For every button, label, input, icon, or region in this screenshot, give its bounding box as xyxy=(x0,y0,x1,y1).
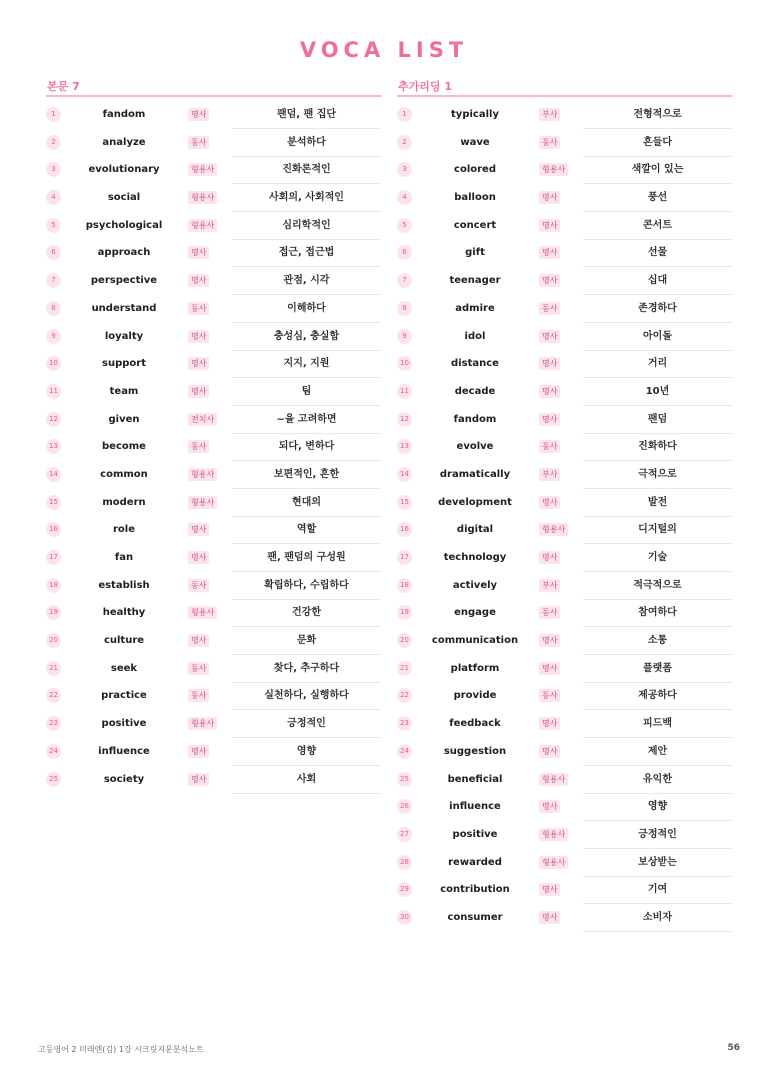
part-of-speech-badge: 전치사 xyxy=(188,413,217,426)
korean-meaning: 거리 xyxy=(583,350,732,378)
section-divider xyxy=(397,95,732,97)
item-number: 14 xyxy=(397,467,412,482)
item-number: 4 xyxy=(397,190,412,205)
item-number: 8 xyxy=(46,301,61,316)
part-of-speech-badge: 명사 xyxy=(539,274,560,287)
vocab-row xyxy=(46,489,381,517)
korean-meaning: 역할 xyxy=(232,516,381,544)
vocab-row xyxy=(46,766,381,794)
part-of-speech-badge: 형용사 xyxy=(188,606,217,619)
vocab-row xyxy=(397,849,732,877)
english-word: consumer xyxy=(447,911,503,923)
vocab-row xyxy=(46,682,381,710)
vocab-row xyxy=(46,267,381,295)
part-of-speech-badge: 동사 xyxy=(188,440,209,453)
item-number: 6 xyxy=(46,245,61,260)
item-number: 13 xyxy=(46,439,61,454)
section-divider xyxy=(46,95,381,97)
part-of-speech-badge: 형용사 xyxy=(188,191,217,204)
vocab-row xyxy=(46,433,381,461)
section-title: 본문 7 xyxy=(47,80,80,93)
item-number: 15 xyxy=(397,495,412,510)
part-of-speech-badge: 형용사 xyxy=(539,773,568,786)
vocab-row xyxy=(397,323,732,351)
item-number: 9 xyxy=(397,329,412,344)
korean-meaning: 기여 xyxy=(583,876,732,904)
korean-meaning: 진화론적인 xyxy=(232,156,381,184)
vocab-row xyxy=(397,793,732,821)
footer-book-title: 고등영어 2 미래엔(김) 1강 시크릿지문분석노트 xyxy=(38,1045,204,1054)
part-of-speech-badge: 동사 xyxy=(188,662,209,675)
part-of-speech-badge: 명사 xyxy=(188,773,209,786)
item-number: 10 xyxy=(397,356,412,371)
english-word: loyalty xyxy=(104,330,144,342)
korean-meaning: 기술 xyxy=(583,544,732,572)
part-of-speech-badge: 명사 xyxy=(539,883,560,896)
part-of-speech-badge: 동사 xyxy=(539,689,560,702)
vocab-row xyxy=(397,904,732,932)
part-of-speech-badge: 명사 xyxy=(188,745,209,758)
vocab-row xyxy=(397,544,732,572)
english-word: establish xyxy=(98,579,150,591)
korean-meaning: 피드백 xyxy=(583,710,732,738)
korean-meaning: 지지, 지원 xyxy=(232,350,381,378)
item-number: 6 xyxy=(397,245,412,260)
korean-meaning: 접근, 접근법 xyxy=(232,239,381,267)
vocab-row xyxy=(397,129,732,157)
korean-meaning: 제공하다 xyxy=(583,682,732,710)
korean-meaning: 사회의, 사회적인 xyxy=(232,184,381,212)
korean-meaning: 이해하다 xyxy=(232,295,381,323)
item-number: 24 xyxy=(46,744,61,759)
part-of-speech-badge: 명사 xyxy=(539,330,560,343)
english-word: analyze xyxy=(102,136,146,148)
item-number: 4 xyxy=(46,190,61,205)
vocab-list xyxy=(46,101,381,793)
item-number: 7 xyxy=(46,273,61,288)
item-number: 20 xyxy=(397,633,412,648)
english-word: evolve xyxy=(456,441,494,453)
vocab-row xyxy=(46,406,381,434)
english-word: influence xyxy=(98,745,150,757)
korean-meaning: ~을 고려하면 xyxy=(232,406,381,434)
korean-meaning: 십대 xyxy=(583,267,732,295)
english-word: fan xyxy=(114,552,134,563)
vocab-row xyxy=(397,599,732,627)
english-word: practice xyxy=(101,690,147,702)
korean-meaning: 아이돌 xyxy=(583,323,732,351)
english-word: feedback xyxy=(449,718,501,730)
item-number: 16 xyxy=(46,522,61,537)
item-number: 5 xyxy=(397,218,412,233)
english-word: idol xyxy=(464,330,486,342)
korean-meaning: 영향 xyxy=(583,793,732,821)
item-number: 30 xyxy=(397,910,412,925)
vocab-row xyxy=(46,295,381,323)
korean-meaning: 극적으로 xyxy=(583,461,732,489)
vocab-row xyxy=(397,516,732,544)
item-number: 3 xyxy=(46,162,61,177)
vocab-row xyxy=(397,766,732,794)
vocab-row xyxy=(397,156,732,184)
korean-meaning: 디지털의 xyxy=(583,516,732,544)
part-of-speech-badge: 명사 xyxy=(188,274,209,287)
part-of-speech-badge: 명사 xyxy=(539,745,560,758)
part-of-speech-badge: 명사 xyxy=(539,413,560,426)
item-number: 18 xyxy=(397,578,412,593)
vocab-row xyxy=(46,655,381,683)
english-word: gift xyxy=(465,247,485,259)
item-number: 15 xyxy=(46,495,61,510)
part-of-speech-badge: 명사 xyxy=(188,357,209,370)
vocab-row xyxy=(46,378,381,406)
english-word: platform xyxy=(450,662,500,674)
part-of-speech-badge: 명사 xyxy=(539,800,560,813)
item-number: 3 xyxy=(397,162,412,177)
item-number: 25 xyxy=(46,772,61,787)
vocab-row xyxy=(46,212,381,240)
korean-meaning: 소비자 xyxy=(583,904,732,932)
english-word: positive xyxy=(452,828,498,840)
item-number: 27 xyxy=(397,827,412,842)
part-of-speech-badge: 형용사 xyxy=(539,163,568,176)
english-word: culture xyxy=(103,635,145,647)
vocab-column-left xyxy=(46,80,381,793)
english-word: distance xyxy=(451,358,499,370)
part-of-speech-badge: 동사 xyxy=(188,302,209,315)
item-number: 26 xyxy=(397,799,412,814)
english-word: provide xyxy=(453,690,497,702)
part-of-speech-badge: 명사 xyxy=(188,330,209,343)
vocab-row xyxy=(46,184,381,212)
english-word: social xyxy=(107,192,141,204)
vocab-row xyxy=(397,572,732,600)
part-of-speech-badge: 명사 xyxy=(188,523,209,536)
item-number: 19 xyxy=(397,605,412,620)
vocab-row xyxy=(397,350,732,378)
english-word: dramatically xyxy=(439,468,511,480)
part-of-speech-badge: 형용사 xyxy=(188,219,217,232)
item-number: 11 xyxy=(397,384,412,399)
item-number: 28 xyxy=(397,855,412,870)
part-of-speech-badge: 동사 xyxy=(539,606,560,619)
korean-meaning: 소통 xyxy=(583,627,732,655)
korean-meaning: 건강한 xyxy=(232,599,381,627)
item-number: 16 xyxy=(397,522,412,537)
english-word: admire xyxy=(455,302,495,314)
vocab-row xyxy=(46,239,381,267)
english-word: seek xyxy=(110,662,138,674)
item-number: 5 xyxy=(46,218,61,233)
section-title: 추가리딩 1 xyxy=(398,80,452,93)
item-number: 12 xyxy=(397,412,412,427)
part-of-speech-badge: 형용사 xyxy=(539,523,568,536)
part-of-speech-badge: 동사 xyxy=(539,440,560,453)
vocab-row xyxy=(46,461,381,489)
vocab-row xyxy=(397,239,732,267)
page-number: 56 xyxy=(727,1043,740,1053)
english-word: support xyxy=(102,358,146,370)
part-of-speech-badge: 형용사 xyxy=(188,163,217,176)
part-of-speech-badge: 명사 xyxy=(188,108,209,121)
part-of-speech-badge: 형용사 xyxy=(188,468,217,481)
part-of-speech-badge: 명사 xyxy=(539,662,560,675)
item-number: 2 xyxy=(46,135,61,150)
english-word: teenager xyxy=(449,275,501,287)
english-word: common xyxy=(100,468,148,480)
item-number: 8 xyxy=(397,301,412,316)
english-word: rewarded xyxy=(448,856,502,868)
english-word: society xyxy=(103,773,145,785)
part-of-speech-badge: 형용사 xyxy=(188,496,217,509)
item-number: 11 xyxy=(46,384,61,399)
english-word: psychological xyxy=(85,219,163,231)
vocab-row xyxy=(46,129,381,157)
item-number: 20 xyxy=(46,633,61,648)
korean-meaning: 실천하다, 실행하다 xyxy=(232,682,381,710)
vocab-row xyxy=(46,350,381,378)
part-of-speech-badge: 명사 xyxy=(188,634,209,647)
english-word: approach xyxy=(97,247,151,259)
english-word: perspective xyxy=(90,275,158,287)
vocab-column-right xyxy=(397,80,732,932)
item-number: 23 xyxy=(46,716,61,731)
english-word: fandom xyxy=(102,109,146,120)
korean-meaning: 확립하다, 수립하다 xyxy=(232,572,381,600)
part-of-speech-badge: 부사 xyxy=(539,579,560,592)
part-of-speech-badge: 동사 xyxy=(539,136,560,149)
vocab-row xyxy=(397,295,732,323)
korean-meaning: 존경하다 xyxy=(583,295,732,323)
korean-meaning: 팬덤, 팬 집단 xyxy=(232,101,381,129)
part-of-speech-badge: 명사 xyxy=(539,496,560,509)
korean-meaning: 찾다, 추구하다 xyxy=(232,655,381,683)
item-number: 21 xyxy=(46,661,61,676)
item-number: 23 xyxy=(397,716,412,731)
vocab-row xyxy=(397,876,732,904)
vocab-row xyxy=(46,627,381,655)
english-word: colored xyxy=(454,164,496,176)
part-of-speech-badge: 형용사 xyxy=(539,856,568,869)
korean-meaning: 관점, 시각 xyxy=(232,267,381,295)
english-word: positive xyxy=(101,718,147,730)
english-word: become xyxy=(102,441,146,453)
english-word: decade xyxy=(454,385,496,397)
english-word: digital xyxy=(456,524,494,536)
korean-meaning: 문화 xyxy=(232,627,381,655)
korean-meaning: 영향 xyxy=(232,738,381,766)
part-of-speech-badge: 명사 xyxy=(539,357,560,370)
english-word: beneficial xyxy=(447,773,503,785)
korean-meaning: 긍정적인 xyxy=(583,821,732,849)
english-word: typically xyxy=(451,109,499,120)
vocab-row xyxy=(397,627,732,655)
english-word: fandom xyxy=(453,413,497,425)
vocab-row xyxy=(46,710,381,738)
english-word: suggestion xyxy=(443,745,507,757)
part-of-speech-badge: 명사 xyxy=(539,634,560,647)
vocab-row xyxy=(397,433,732,461)
english-word: communication xyxy=(431,635,519,647)
item-number: 17 xyxy=(46,550,61,565)
korean-meaning: 분석하다 xyxy=(232,129,381,157)
korean-meaning: 풍선 xyxy=(583,184,732,212)
part-of-speech-badge: 명사 xyxy=(539,246,560,259)
korean-meaning: 콘서트 xyxy=(583,212,732,240)
vocab-row xyxy=(46,101,381,129)
vocab-row xyxy=(397,682,732,710)
vocab-row xyxy=(397,267,732,295)
part-of-speech-badge: 명사 xyxy=(188,551,209,564)
vocab-row xyxy=(46,572,381,600)
item-number: 29 xyxy=(397,882,412,897)
vocab-list xyxy=(397,101,732,932)
vocab-row xyxy=(397,378,732,406)
vocab-row xyxy=(397,710,732,738)
english-word: modern xyxy=(102,496,146,508)
item-number: 17 xyxy=(397,550,412,565)
korean-meaning: 긍정적인 xyxy=(232,710,381,738)
english-word: team xyxy=(109,385,139,397)
english-word: influence xyxy=(449,801,501,813)
english-word: balloon xyxy=(454,192,496,204)
korean-meaning: 플랫폼 xyxy=(583,655,732,683)
item-number: 12 xyxy=(46,412,61,427)
part-of-speech-badge: 형용사 xyxy=(539,828,568,841)
item-number: 25 xyxy=(397,772,412,787)
part-of-speech-badge: 동사 xyxy=(188,579,209,592)
english-word: actively xyxy=(452,579,498,591)
english-word: evolutionary xyxy=(88,164,160,176)
part-of-speech-badge: 명사 xyxy=(539,551,560,564)
korean-meaning: 현대의 xyxy=(232,489,381,517)
part-of-speech-badge: 명사 xyxy=(188,385,209,398)
vocab-row xyxy=(397,212,732,240)
korean-meaning: 사회 xyxy=(232,766,381,794)
item-number: 22 xyxy=(397,688,412,703)
english-word: role xyxy=(112,524,135,536)
english-word: understand xyxy=(91,302,157,314)
vocab-row xyxy=(46,738,381,766)
item-number: 22 xyxy=(46,688,61,703)
english-word: healthy xyxy=(102,607,146,619)
korean-meaning: 되다, 변하다 xyxy=(232,433,381,461)
english-word: concert xyxy=(453,219,497,231)
item-number: 1 xyxy=(397,107,412,122)
korean-meaning: 발전 xyxy=(583,489,732,517)
korean-meaning: 전형적으로 xyxy=(583,101,732,129)
vocab-row xyxy=(397,461,732,489)
vocab-row xyxy=(397,184,732,212)
korean-meaning: 보편적인, 흔한 xyxy=(232,461,381,489)
part-of-speech-badge: 명사 xyxy=(539,385,560,398)
korean-meaning: 적극적으로 xyxy=(583,572,732,600)
vocab-row xyxy=(46,156,381,184)
korean-meaning: 팀 xyxy=(232,378,381,406)
item-number: 1 xyxy=(46,107,61,122)
korean-meaning: 선물 xyxy=(583,239,732,267)
vocab-row xyxy=(397,821,732,849)
part-of-speech-badge: 동사 xyxy=(188,689,209,702)
korean-meaning: 제안 xyxy=(583,738,732,766)
english-word: engage xyxy=(454,607,496,619)
part-of-speech-badge: 동사 xyxy=(188,136,209,149)
part-of-speech-badge: 부사 xyxy=(539,468,560,481)
korean-meaning: 색깔이 있는 xyxy=(583,156,732,184)
part-of-speech-badge: 형용사 xyxy=(188,717,217,730)
vocab-row xyxy=(397,101,732,129)
english-word: development xyxy=(438,496,512,508)
part-of-speech-badge: 부사 xyxy=(539,108,560,121)
part-of-speech-badge: 명사 xyxy=(539,911,560,924)
vocab-row xyxy=(397,406,732,434)
item-number: 13 xyxy=(397,439,412,454)
item-number: 19 xyxy=(46,605,61,620)
vocab-row xyxy=(46,599,381,627)
item-number: 2 xyxy=(397,135,412,150)
item-number: 18 xyxy=(46,578,61,593)
part-of-speech-badge: 명사 xyxy=(539,717,560,730)
korean-meaning: 팬덤 xyxy=(583,406,732,434)
korean-meaning: 참여하다 xyxy=(583,599,732,627)
korean-meaning: 충성심, 충실함 xyxy=(232,323,381,351)
part-of-speech-badge: 명사 xyxy=(539,191,560,204)
english-word: contribution xyxy=(440,884,510,896)
vocab-row xyxy=(397,738,732,766)
part-of-speech-badge: 명사 xyxy=(188,246,209,259)
item-number: 21 xyxy=(397,661,412,676)
page-title: VOCA LIST xyxy=(299,38,469,62)
korean-meaning: 심리학적인 xyxy=(232,212,381,240)
korean-meaning: 진화하다 xyxy=(583,433,732,461)
korean-meaning: 10년 xyxy=(583,378,732,406)
english-word: technology xyxy=(443,552,507,563)
korean-meaning: 유익한 xyxy=(583,766,732,794)
english-word: given xyxy=(108,413,140,425)
item-number: 10 xyxy=(46,356,61,371)
item-number: 7 xyxy=(397,273,412,288)
english-word: wave xyxy=(460,136,490,148)
item-number: 9 xyxy=(46,329,61,344)
item-number: 24 xyxy=(397,744,412,759)
korean-meaning: 보상받는 xyxy=(583,849,732,877)
vocab-row xyxy=(46,516,381,544)
part-of-speech-badge: 동사 xyxy=(539,302,560,315)
vocab-row xyxy=(46,544,381,572)
vocab-row xyxy=(46,323,381,351)
item-number: 14 xyxy=(46,467,61,482)
korean-meaning: 팬, 팬덤의 구성원 xyxy=(232,544,381,572)
vocab-row xyxy=(397,489,732,517)
vocab-row xyxy=(397,655,732,683)
part-of-speech-badge: 명사 xyxy=(539,219,560,232)
korean-meaning: 흔들다 xyxy=(583,129,732,157)
